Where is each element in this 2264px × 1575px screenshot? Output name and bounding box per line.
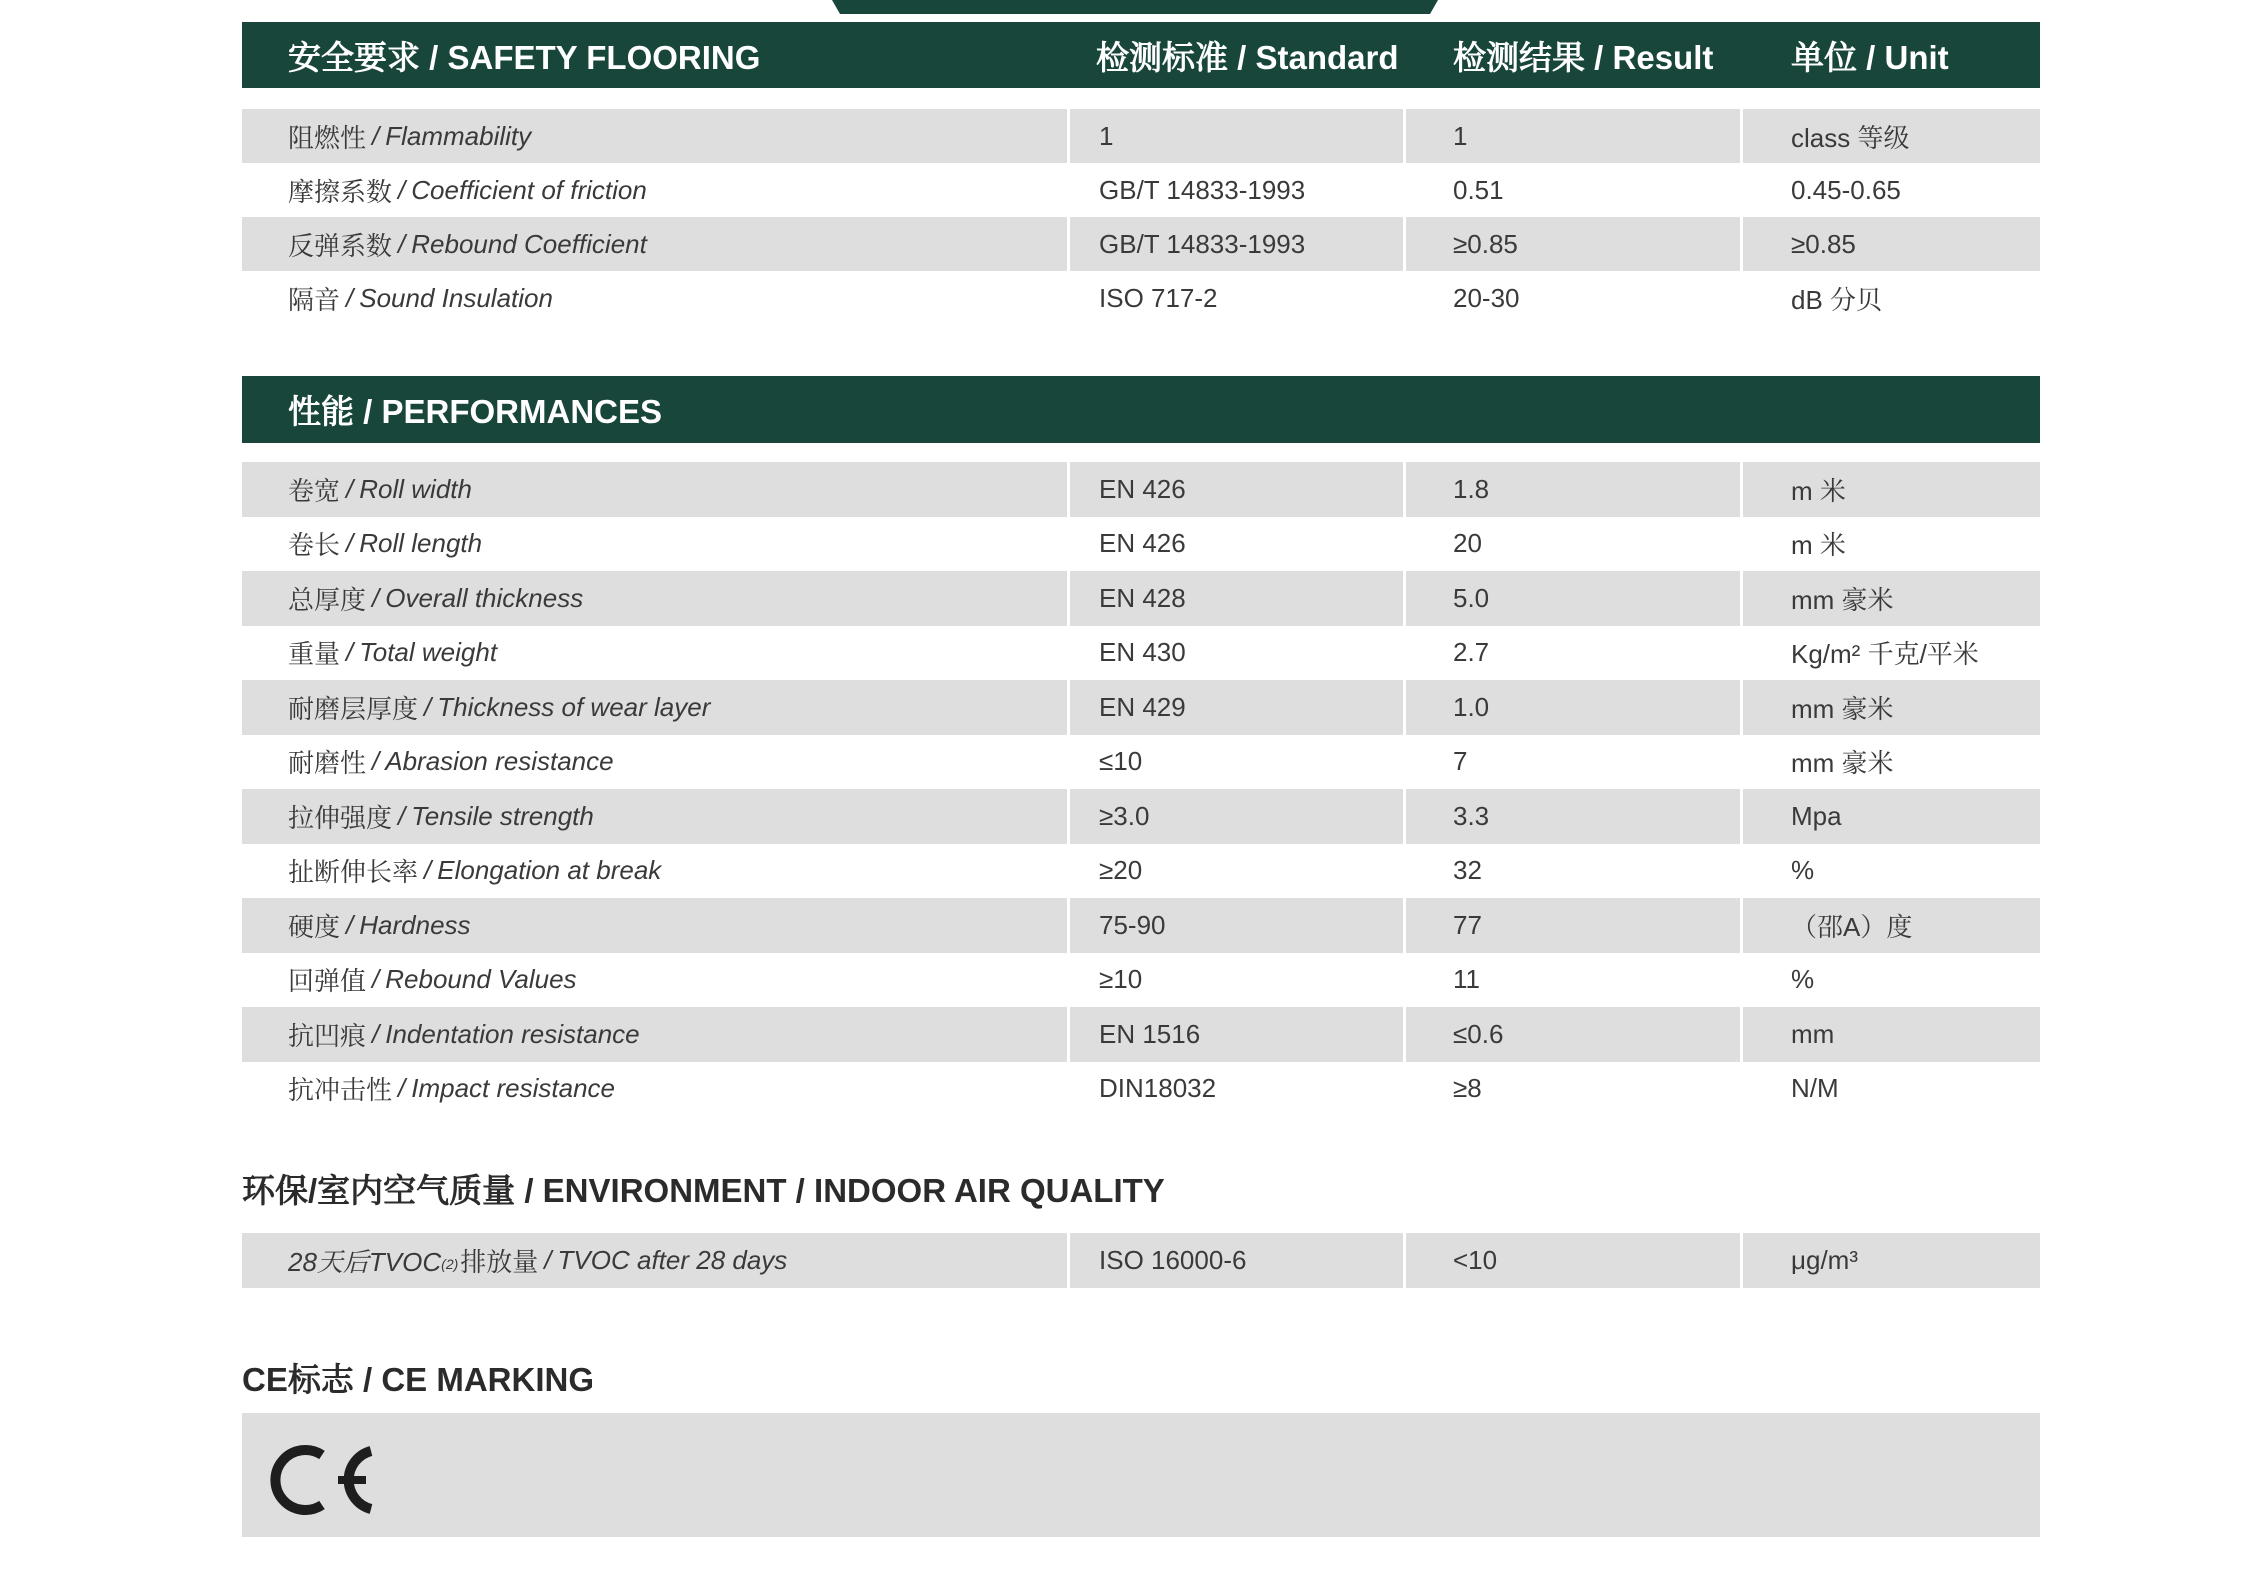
result-value: 32 bbox=[1403, 844, 1740, 899]
property-name-cn: 回弹值 bbox=[288, 966, 367, 997]
property-name-cn: 卷长 bbox=[288, 530, 341, 561]
standard-value: ≥20 bbox=[1067, 844, 1403, 899]
unit-value: class 等级 bbox=[1740, 109, 2040, 163]
footnote-marker: (2) bbox=[441, 1255, 459, 1272]
property-name bbox=[242, 163, 1067, 217]
standard-value: EN 426 bbox=[1067, 462, 1403, 517]
property-name-cn: 28天后TVOC bbox=[288, 1247, 442, 1277]
table-row bbox=[242, 735, 2040, 790]
label-separator: / bbox=[398, 1073, 406, 1104]
safety-section-title: 安全要求 / SAFETY FLOORING bbox=[288, 39, 761, 76]
property-name-cn: 扯断伸长率 bbox=[288, 857, 419, 888]
unit-column-header: 单位 / Unit bbox=[1791, 39, 1949, 76]
label-separator: / bbox=[346, 909, 354, 940]
label-separator: / bbox=[372, 120, 380, 151]
property-name-en: Flammability bbox=[385, 120, 532, 151]
ce-section-title: CE标志 / CE MARKING bbox=[242, 1361, 595, 1398]
property-name-en: Elongation at break bbox=[437, 855, 662, 886]
label-separator: / bbox=[372, 964, 380, 995]
standard-value: EN 429 bbox=[1067, 680, 1403, 735]
label-separator: / bbox=[398, 174, 406, 205]
result-value: 20-30 bbox=[1403, 271, 1740, 325]
result-value: 3.3 bbox=[1403, 789, 1740, 844]
property-name-cn: 抗凹痕 bbox=[288, 1020, 367, 1051]
label-separator: / bbox=[346, 282, 354, 313]
property-name-en: Thickness of wear layer bbox=[437, 691, 711, 722]
label-separator: / bbox=[346, 528, 354, 559]
standard-value: EN 426 bbox=[1067, 517, 1403, 572]
result-value: 2.7 bbox=[1403, 626, 1740, 681]
unit-value: Mpa bbox=[1740, 789, 2040, 844]
property-name-cn: 反弹系数 bbox=[288, 230, 393, 261]
table-row bbox=[242, 271, 2040, 325]
table-row bbox=[242, 626, 2040, 681]
standard-value: ≤10 bbox=[1067, 735, 1403, 790]
result-value: 5.0 bbox=[1403, 571, 1740, 626]
property-name-en: Tensile strength bbox=[411, 800, 594, 831]
property-name-cn-suffix: 排放量 bbox=[460, 1247, 539, 1277]
unit-value: （邵A）度 bbox=[1740, 898, 2040, 953]
unit-value: ≥0.85 bbox=[1740, 217, 2040, 271]
performances-section-title: 性能 / PERFORMANCES bbox=[288, 393, 663, 430]
property-name bbox=[242, 1062, 1067, 1117]
property-name bbox=[242, 1007, 1067, 1062]
safety-header-bar bbox=[242, 22, 2040, 88]
property-name-cn: 摩擦系数 bbox=[288, 176, 393, 207]
property-name-en: Roll width bbox=[359, 473, 472, 504]
property-name bbox=[242, 462, 1067, 517]
table-row bbox=[242, 953, 2040, 1008]
property-name bbox=[242, 217, 1067, 271]
standard-value: ≥10 bbox=[1067, 953, 1403, 1008]
property-name bbox=[242, 735, 1067, 790]
table-row bbox=[242, 898, 2040, 953]
standard-value: EN 428 bbox=[1067, 571, 1403, 626]
table-row bbox=[242, 844, 2040, 899]
property-name-cn: 硬度 bbox=[288, 911, 341, 942]
label-separator: / bbox=[398, 228, 406, 259]
standard-value: ISO 717-2 bbox=[1067, 271, 1403, 325]
unit-value: mm 豪米 bbox=[1740, 735, 2040, 790]
unit-value: Kg/m² 千克/平米 bbox=[1740, 626, 2040, 681]
label-separator: / bbox=[424, 691, 432, 722]
result-value: ≤0.6 bbox=[1403, 1007, 1740, 1062]
property-name-cn: 阻燃性 bbox=[288, 122, 367, 153]
unit-value: mm bbox=[1740, 1007, 2040, 1062]
label-separator: / bbox=[346, 637, 354, 668]
table-row bbox=[242, 680, 2040, 735]
result-value: 20 bbox=[1403, 517, 1740, 572]
performances-header-bar bbox=[242, 376, 2040, 443]
standard-value: 1 bbox=[1067, 109, 1403, 163]
property-name-en: Total weight bbox=[359, 637, 498, 668]
property-name-cn: 隔音 bbox=[288, 284, 341, 315]
unit-value: m 米 bbox=[1740, 462, 2040, 517]
label-separator: / bbox=[372, 1018, 380, 1049]
property-name bbox=[242, 898, 1067, 953]
unit-value: dB 分贝 bbox=[1740, 271, 2040, 325]
label-separator: / bbox=[544, 1245, 552, 1275]
property-name-en: Rebound Coefficient bbox=[411, 228, 647, 259]
result-value: 1.0 bbox=[1403, 680, 1740, 735]
table-row bbox=[242, 163, 2040, 217]
result-value: ≥0.85 bbox=[1403, 217, 1740, 271]
result-value: 0.51 bbox=[1403, 163, 1740, 217]
result-value: 1 bbox=[1403, 109, 1740, 163]
environment-section-title: 环保/室内空气质量 / ENVIRONMENT / INDOOR AIR QUALITY bbox=[242, 1172, 1165, 1209]
result-column-header: 检测结果 / Result bbox=[1453, 39, 1714, 76]
property-name-cn: 耐磨层厚度 bbox=[288, 693, 419, 724]
label-separator: / bbox=[346, 473, 354, 504]
standard-value: 75-90 bbox=[1067, 898, 1403, 953]
unit-value: % bbox=[1740, 844, 2040, 899]
property-name bbox=[242, 109, 1067, 163]
property-name bbox=[242, 271, 1067, 325]
result-value: 7 bbox=[1403, 735, 1740, 790]
property-name-en: TVOC after 28 days bbox=[557, 1245, 788, 1275]
property-name bbox=[242, 953, 1067, 1008]
property-name-cn: 重量 bbox=[288, 639, 341, 670]
result-value: 1.8 bbox=[1403, 462, 1740, 517]
property-name-en: Sound Insulation bbox=[359, 282, 553, 313]
standard-value: EN 430 bbox=[1067, 626, 1403, 681]
label-separator: / bbox=[372, 582, 380, 613]
standard-value: DIN18032 bbox=[1067, 1062, 1403, 1117]
property-name bbox=[242, 789, 1067, 844]
table-row bbox=[242, 109, 2040, 163]
unit-value: 0.45-0.65 bbox=[1740, 163, 2040, 217]
property-name-en: Rebound Values bbox=[385, 964, 577, 995]
table-row bbox=[242, 517, 2040, 572]
property-name bbox=[242, 517, 1067, 572]
environment-table bbox=[242, 1233, 2040, 1288]
property-name-en: Hardness bbox=[359, 909, 471, 940]
table-row bbox=[242, 789, 2040, 844]
result-value: <10 bbox=[1403, 1233, 1740, 1288]
label-separator: / bbox=[424, 855, 432, 886]
table-row bbox=[242, 462, 2040, 517]
property-name bbox=[242, 680, 1067, 735]
standard-value: GB/T 14833-1993 bbox=[1067, 163, 1403, 217]
property-name-cn: 耐磨性 bbox=[288, 748, 367, 779]
property-name bbox=[242, 844, 1067, 899]
ce-marking-box bbox=[242, 1413, 2040, 1537]
property-name-cn: 卷宽 bbox=[288, 475, 341, 506]
ce-logo bbox=[268, 1443, 378, 1517]
property-name-en: Indentation resistance bbox=[385, 1018, 640, 1049]
table-row bbox=[242, 571, 2040, 626]
property-name-en: Overall thickness bbox=[385, 582, 584, 613]
unit-value: μg/m³ bbox=[1740, 1233, 2040, 1288]
property-name bbox=[242, 571, 1067, 626]
result-value: ≥8 bbox=[1403, 1062, 1740, 1117]
label-separator: / bbox=[372, 746, 380, 777]
standard-column-header: 检测标准 / Standard bbox=[1096, 39, 1399, 76]
property-name bbox=[242, 1233, 1067, 1288]
table-row bbox=[242, 1062, 2040, 1117]
unit-value: % bbox=[1740, 953, 2040, 1008]
safety-table bbox=[242, 109, 2040, 325]
property-name bbox=[242, 626, 1067, 681]
result-value: 11 bbox=[1403, 953, 1740, 1008]
property-name-en: Roll length bbox=[359, 528, 483, 559]
unit-value: m 米 bbox=[1740, 517, 2040, 572]
table-row bbox=[242, 1233, 2040, 1288]
property-name-cn: 拉伸强度 bbox=[288, 802, 393, 833]
standard-value: ISO 16000-6 bbox=[1067, 1233, 1403, 1288]
table-row bbox=[242, 217, 2040, 271]
label-separator: / bbox=[398, 800, 406, 831]
table-row bbox=[242, 1007, 2040, 1062]
standard-value: GB/T 14833-1993 bbox=[1067, 217, 1403, 271]
performances-table bbox=[242, 462, 2040, 1116]
top-tab-decoration bbox=[832, 0, 1438, 14]
result-value: 77 bbox=[1403, 898, 1740, 953]
property-name-en: Impact resistance bbox=[411, 1073, 615, 1104]
property-name-en: Abrasion resistance bbox=[385, 746, 614, 777]
property-name-cn: 抗冲击性 bbox=[288, 1075, 393, 1106]
unit-value: N/M bbox=[1740, 1062, 2040, 1117]
unit-value: mm 豪米 bbox=[1740, 571, 2040, 626]
standard-value: EN 1516 bbox=[1067, 1007, 1403, 1062]
unit-value: mm 豪米 bbox=[1740, 680, 2040, 735]
standard-value: ≥3.0 bbox=[1067, 789, 1403, 844]
property-name-en: Coefficient of friction bbox=[411, 174, 647, 205]
property-name-cn: 总厚度 bbox=[288, 584, 367, 615]
